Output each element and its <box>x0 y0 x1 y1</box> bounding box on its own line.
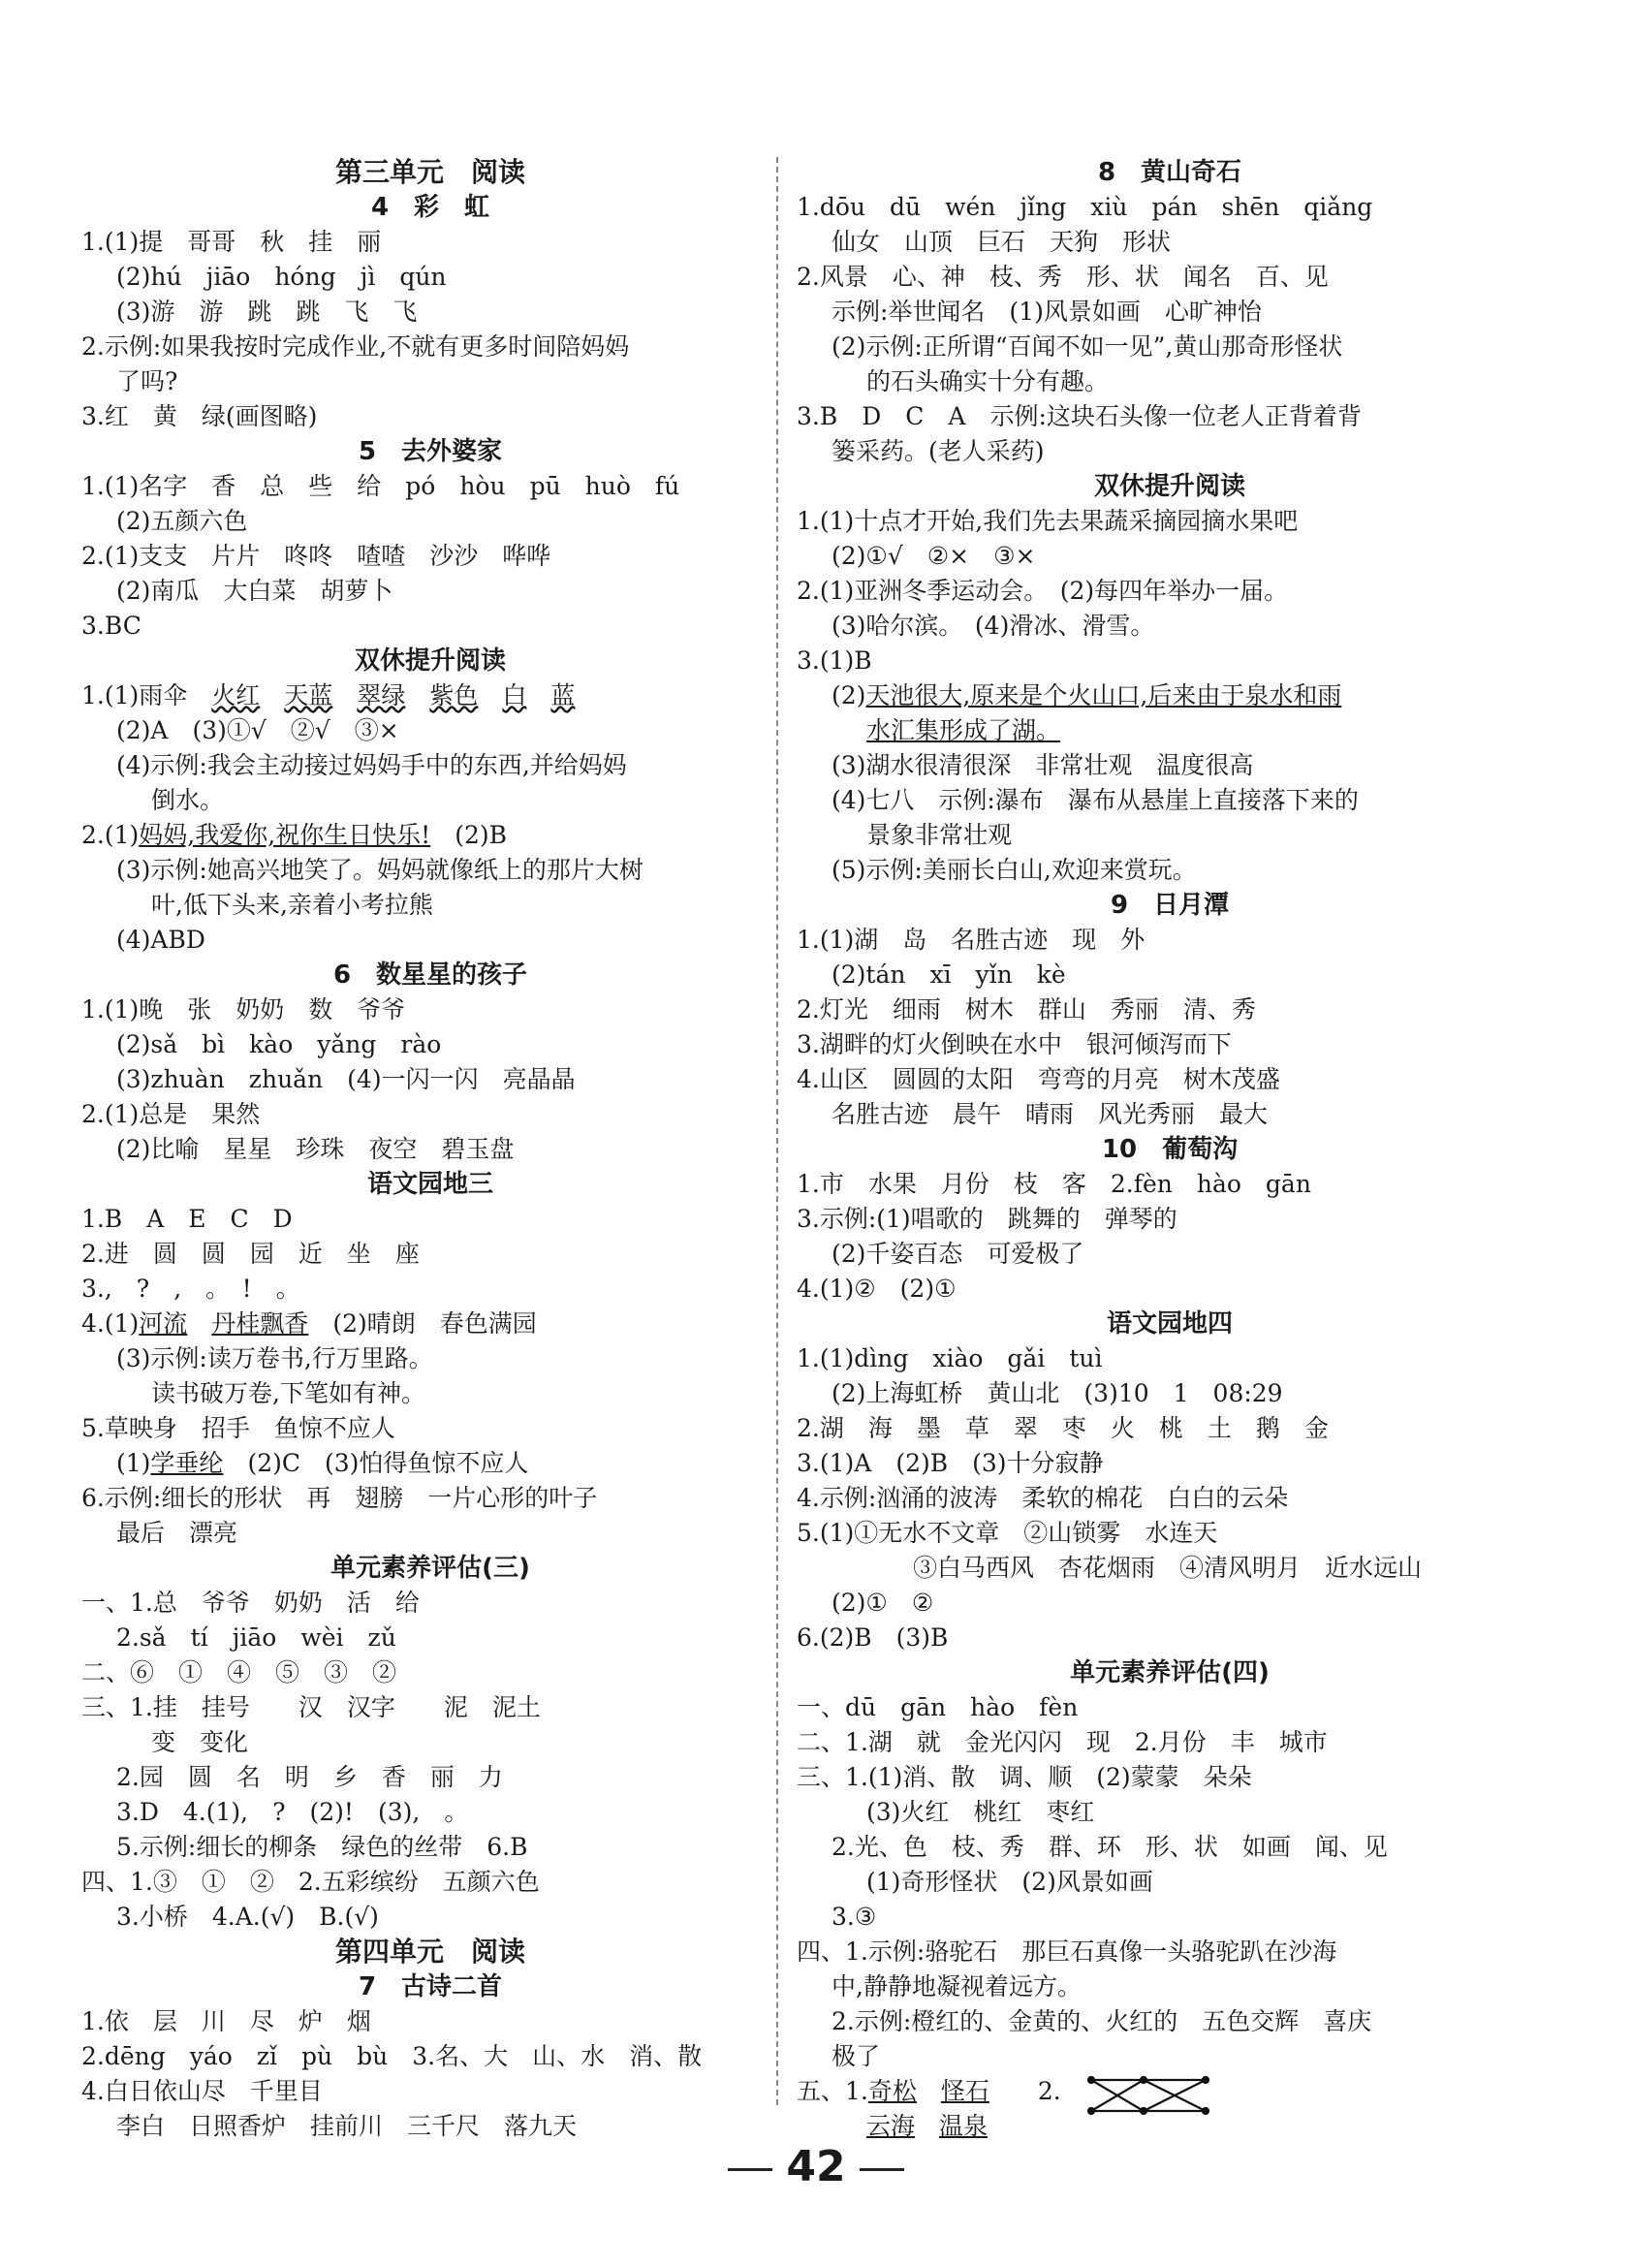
answer-line <box>797 678 1543 713</box>
answer-line <box>797 1446 1543 1481</box>
answer-text: 了吗? <box>116 367 178 395</box>
answer-line <box>797 1969 1543 2004</box>
answer-line <box>797 1795 1543 1830</box>
answer-line <box>797 958 1543 992</box>
answer-text: (4)七八 示例:瀑布 瀑布从悬崖上直接落下来的 <box>832 786 1359 814</box>
answer-text: 二、1.湖 就 金光闪闪 现 2.月份 丰 城市 <box>797 1728 1328 1756</box>
answer-text: 篓采药。(老人采药) <box>832 437 1045 465</box>
answer-text: 极了 <box>832 2042 881 2070</box>
section-heading <box>81 190 779 225</box>
answer-text: 四、1.③ ① ② 2.五彩缤纷 五颜六色 <box>81 1868 540 1896</box>
section-heading <box>81 1969 779 2004</box>
answer-text: 一、dū gān hào fèn <box>797 1693 1079 1721</box>
answer-text: (1) <box>116 1449 151 1477</box>
answer-line <box>81 923 779 958</box>
answer-text: 中,静静地凝视着远方。 <box>832 1972 1082 2000</box>
answer-text: (2)千姿百态 可爱极了 <box>832 1240 1084 1268</box>
spacer <box>332 681 357 709</box>
answer-line <box>797 783 1543 818</box>
answer-text: 6.(2)B (3)B <box>797 1623 949 1652</box>
answer-text-tail: (2)晴朗 春色满园 <box>308 1309 537 1338</box>
answer-text: 双休提升阅读 <box>1093 472 1245 501</box>
answer-line <box>797 1202 1543 1237</box>
answer-line <box>797 713 1543 748</box>
answer-line <box>81 888 779 923</box>
answer-line <box>797 434 1543 469</box>
page-number-text: 42 <box>786 2142 846 2191</box>
answer-line <box>81 748 779 783</box>
answer-text: 叶,低下头来,亲着小考拉熊 <box>151 891 433 919</box>
answer-line <box>797 748 1543 783</box>
answer-line <box>81 364 779 399</box>
underlined-answer: 温泉 <box>939 2112 989 2140</box>
wavy-underlined-answer: 翠绿 <box>357 681 406 709</box>
answer-line <box>81 1341 779 1376</box>
wavy-underlined-answer: 白 <box>502 681 527 709</box>
section-heading <box>797 1307 1543 1341</box>
answer-line <box>81 992 779 1027</box>
underlined-answer: 云海 <box>866 2112 916 2140</box>
answer-line <box>81 1237 779 1272</box>
answer-text: 名胜古迹 晨午 晴雨 风光秀丽 最大 <box>832 1100 1269 1128</box>
answer-text: 第四单元 阅读 <box>334 1936 525 1968</box>
answer-text: (4)ABD <box>116 926 205 954</box>
answer-line <box>797 1376 1543 1411</box>
answer-text: 3.(1)B <box>797 646 872 675</box>
answer-line <box>797 923 1543 958</box>
answer-line <box>81 1516 779 1551</box>
answer-text: 9 日月潭 <box>1110 891 1230 920</box>
answer-line <box>797 1341 1543 1376</box>
answer-line <box>797 1272 1543 1307</box>
answer-line <box>797 1935 1543 1969</box>
answer-line <box>797 1097 1543 1132</box>
answer-text: (2)①√ ②× ③× <box>832 542 1036 570</box>
wavy-underlined-answer: 紫色 <box>429 681 479 709</box>
answer-line <box>797 1621 1543 1655</box>
answer-text: 1.(1)晚 张 奶奶 数 爷爷 <box>81 995 406 1024</box>
underlined-answer: 妈妈,我爱你,祝你生日快乐! <box>139 821 431 849</box>
answer-line <box>81 1690 779 1725</box>
answer-text: 6.示例:细长的形状 再 翅膀 一片心形的叶子 <box>81 1484 598 1512</box>
answer-text: 二、⑥ ① ④ ⑤ ③ ② <box>81 1658 397 1686</box>
answer-text: (3)游 游 跳 跳 飞 飞 <box>116 298 418 326</box>
answer-line <box>81 1830 779 1865</box>
answer-line <box>81 818 779 853</box>
answer-line <box>797 330 1543 364</box>
answer-line <box>81 1586 779 1621</box>
answer-text: 3.示例:(1)唱歌的 跳舞的 弹琴的 <box>797 1205 1177 1233</box>
answer-text: 5.示例:细长的柳条 绿色的丝带 6.B <box>116 1833 528 1861</box>
answer-text: 2.sǎ tí jiāo wèi zǔ <box>116 1623 396 1652</box>
answer-text: (2)五颜六色 <box>116 507 248 535</box>
answer-line <box>797 1900 1543 1935</box>
section-heading <box>81 1551 779 1586</box>
underlined-answer: 河流 <box>139 1309 188 1338</box>
answer-text: 2.(1) <box>81 821 140 849</box>
answer-text: 3.湖畔的灯火倒映在水中 银河倾泻而下 <box>797 1030 1232 1058</box>
answer-text: 1.(1)提 哥哥 秋 挂 丽 <box>81 228 382 256</box>
answer-text: 第三单元 阅读 <box>334 156 525 188</box>
answer-text: 3.小桥 4.A.(√) B.(√) <box>116 1903 379 1931</box>
answer-line <box>797 1027 1543 1062</box>
section-heading <box>81 155 779 190</box>
answer-text: 的石头确实十分有趣。 <box>866 367 1110 395</box>
answer-line <box>81 2039 779 2074</box>
answer-line <box>797 190 1543 225</box>
wavy-underlined-answer: 天蓝 <box>284 681 333 709</box>
answer-line <box>81 1865 779 1900</box>
answer-line <box>81 853 779 888</box>
answer-line <box>81 225 779 260</box>
answer-text: 2.进 圆 圆 园 近 坐 座 <box>81 1240 420 1268</box>
answer-text: 1.(1)十点才开始,我们先去果蔬采摘园摘水果吧 <box>797 507 1299 535</box>
answer-text: 3.③ <box>832 1903 877 1931</box>
answer-line <box>81 1132 779 1167</box>
answer-text: 仙女 山顶 巨石 天狗 形状 <box>832 228 1172 256</box>
answer-text: (2)比喻 星星 珍珠 夜空 碧玉盘 <box>116 1135 515 1163</box>
answer-line <box>81 1097 779 1132</box>
answer-line <box>797 1167 1543 1202</box>
answer-text: (3)示例:读万卷书,行万里路。 <box>116 1344 433 1372</box>
answer-line <box>81 1655 779 1690</box>
answer-text: 1.B A E C D <box>81 1205 293 1233</box>
answer-text: (3)火红 桃红 枣红 <box>866 1798 1095 1826</box>
answer-line <box>81 1725 779 1760</box>
answer-text: 四、1.示例:骆驼石 那巨石真像一头骆驼趴在沙海 <box>797 1937 1337 1966</box>
answer-text: 2.(1)支支 片片 咚咚 喳喳 沙沙 哗哗 <box>81 542 551 570</box>
underlined-answer: 水汇集形成了湖。 <box>866 716 1061 744</box>
answer-line <box>81 1900 779 1935</box>
answer-line <box>797 539 1543 574</box>
wavy-underlined-answer: 蓝 <box>550 681 576 709</box>
answer-text: 1.(1)名字 香 总 些 给 pó hòu pū huò fú <box>81 472 680 500</box>
answer-text: 7 古诗二首 <box>358 1972 503 2001</box>
section-heading <box>797 1655 1543 1690</box>
answer-line <box>81 1376 779 1411</box>
answer-text: 1.(1)dìng xiào gǎi tuì <box>797 1344 1103 1372</box>
answer-text-tail: (2)C (3)怕得鱼惊不应人 <box>223 1449 529 1477</box>
answer-line <box>797 1690 1543 1725</box>
answer-text: 五、1. <box>797 2077 868 2105</box>
answer-text: 3.红 黄 绿(画图略) <box>81 402 318 430</box>
answer-line <box>81 260 779 295</box>
answer-line <box>797 853 1543 888</box>
answer-text: 10 葡萄沟 <box>1101 1135 1239 1164</box>
answer-text: 1.(1)雨伞 <box>81 681 212 709</box>
answer-line <box>797 1062 1543 1097</box>
answer-text: (3)哈尔滨。 (4)滑冰、滑雪。 <box>832 612 1155 640</box>
spacer <box>526 681 550 709</box>
answer-text: (2) <box>832 681 866 709</box>
answer-line <box>797 1237 1543 1272</box>
underlined-answer: 怪石 <box>940 2077 989 2105</box>
answer-text: 单元素养评估(三) <box>330 1554 530 1583</box>
answer-line <box>81 1411 779 1446</box>
answer-text: ③白马西风 杏花烟雨 ④清风明月 近水远山 <box>913 1554 1423 1582</box>
answer-line <box>81 539 779 574</box>
answer-line <box>81 469 779 504</box>
answer-text: (3)示例:她高兴地笑了。妈妈就像纸上的那片大树 <box>116 856 643 884</box>
answer-text: 2.灯光 细雨 树木 群山 秀丽 清、秀 <box>797 995 1256 1024</box>
answer-text: 变 变化 <box>151 1728 249 1756</box>
answer-text: 5.草映身 招手 鱼惊不应人 <box>81 1414 395 1442</box>
answer-line <box>797 1725 1543 1760</box>
answer-line <box>81 1481 779 1516</box>
answer-line <box>797 992 1543 1027</box>
answer-line <box>797 504 1543 539</box>
answer-text: (5)示例:美丽长白山,欢迎来赏玩。 <box>832 856 1197 884</box>
section-heading <box>81 1935 779 1969</box>
answer-text: (1)奇形怪状 (2)风景如画 <box>866 1868 1153 1896</box>
answer-text: 3.B D C A 示例:这块石头像一位老人正背着背 <box>797 402 1362 430</box>
section-heading <box>797 155 1543 190</box>
answer-line <box>797 1551 1543 1586</box>
answer-text: 李白 日照香炉 挂前川 三千尺 落九天 <box>116 2112 578 2140</box>
answer-text: 4.示例:汹涌的波涛 柔软的棉花 白白的云朵 <box>797 1484 1289 1512</box>
answer-text-tail: (2)B <box>430 821 508 849</box>
section-heading <box>81 644 779 678</box>
answer-line <box>81 1027 779 1062</box>
wavy-underlined-answer: 火红 <box>211 681 261 709</box>
answer-line <box>81 330 779 364</box>
answer-text: 语文园地四 <box>1106 1309 1233 1339</box>
answer-text: (2)A (3)①√ ②√ ③× <box>116 716 399 744</box>
answer-line <box>797 2039 1543 2074</box>
answer-line <box>797 295 1543 330</box>
answer-text: 4.白日依山尽 千里目 <box>81 2077 323 2105</box>
page-number <box>0 2142 1632 2191</box>
answer-line <box>797 609 1543 644</box>
answer-text: 2.dēng yáo zǐ pù bù 3.名、大 山、水 消、散 <box>81 2042 703 2070</box>
answer-text: 5 去外婆家 <box>358 437 503 466</box>
answer-text: (3)湖水很清很深 非常壮观 温度很高 <box>832 751 1254 779</box>
answer-text: 1.市 水果 月份 枝 客 2.fèn hào gān <box>797 1170 1311 1198</box>
answer-column-left <box>81 155 779 2144</box>
answer-line <box>81 1272 779 1307</box>
answer-line <box>81 609 779 644</box>
answer-text: 4 彩 虹 <box>370 193 490 222</box>
answer-line <box>81 295 779 330</box>
answer-text: 语文园地三 <box>366 1170 493 1199</box>
answer-line <box>797 574 1543 609</box>
matching-lines-figure <box>1085 2070 1211 2121</box>
answer-text: 8 黄山奇石 <box>1097 158 1242 187</box>
answer-text: 2.(1)总是 果然 <box>81 1100 261 1128</box>
answer-text: 读书破万卷,下笔如有神。 <box>151 1379 425 1407</box>
answer-line <box>81 783 779 818</box>
section-heading <box>81 1167 779 1202</box>
answer-text: (4)示例:我会主动接过妈妈手中的东西,并给妈妈 <box>116 751 627 779</box>
answer-text: 3.D 4.(1), ? (2)! (3), 。 <box>116 1798 469 1826</box>
answer-line <box>81 399 779 434</box>
answer-line <box>797 1830 1543 1865</box>
answer-line <box>81 1760 779 1795</box>
answer-text: 最后 漂亮 <box>116 1519 238 1547</box>
answer-text: 1.dōu dū wén jǐng xiù pán shēn qiǎng <box>797 193 1373 221</box>
answer-text: (3)zhuàn zhuǎn (4)一闪一闪 亮晶晶 <box>116 1065 576 1093</box>
section-heading <box>81 434 779 469</box>
answer-line <box>81 1795 779 1830</box>
answer-line <box>797 1481 1543 1516</box>
answer-text: (2)① ② <box>832 1589 934 1617</box>
answer-line <box>81 1202 779 1237</box>
answer-line <box>81 1446 779 1481</box>
answer-line <box>797 1865 1543 1900</box>
answer-line <box>797 364 1543 399</box>
answer-text: 单元素养评估(四) <box>1070 1658 1270 1687</box>
answer-line <box>797 399 1543 434</box>
answer-line <box>797 818 1543 853</box>
spacer <box>405 681 429 709</box>
answer-text-tail: 2. <box>989 2077 1061 2105</box>
answer-column-right <box>797 155 1543 2144</box>
answer-line <box>797 260 1543 295</box>
answer-line <box>81 2074 779 2109</box>
answer-text: 2.湖 海 墨 草 翠 枣 火 桃 土 鹅 金 <box>797 1414 1329 1442</box>
answer-text: (2)南瓜 大白菜 胡萝卜 <box>116 577 393 605</box>
answer-line <box>81 574 779 609</box>
answer-line <box>797 225 1543 260</box>
answer-text: 1.依 层 川 尽 炉 烟 <box>81 2007 371 2035</box>
answer-text: 3.BC <box>81 612 141 640</box>
answer-line <box>81 713 779 748</box>
answer-text: (2)hú jiāo hóng jì qún <box>116 263 447 291</box>
page-number-dash-right <box>860 2168 904 2171</box>
answer-text: 三、1.挂 挂号 汉 汉字 泥 泥土 <box>81 1693 541 1721</box>
answer-text: 双休提升阅读 <box>354 646 506 676</box>
answer-text: 2.园 圆 名 明 乡 香 丽 力 <box>116 1763 503 1791</box>
answer-line <box>797 1516 1543 1551</box>
answer-text: 4.(1) <box>81 1309 140 1338</box>
answer-line <box>81 1062 779 1097</box>
section-heading <box>797 1132 1543 1167</box>
underlined-answer: 丹桂飘香 <box>211 1309 309 1338</box>
answer-text: 2.风景 心、神 枝、秀 形、状 闻名 百、见 <box>797 263 1329 291</box>
section-heading <box>797 888 1543 923</box>
answer-line <box>81 1621 779 1655</box>
answer-text: 景象非常壮观 <box>866 821 1013 849</box>
spacer <box>478 681 502 709</box>
answer-text: 6 数星星的孩子 <box>332 961 528 990</box>
spacer <box>260 681 284 709</box>
answer-text: 一、1.总 爷爷 奶奶 活 给 <box>81 1589 420 1617</box>
answer-text: (2)sǎ bì kào yǎng rào <box>116 1030 442 1058</box>
answer-text: 4.(1)② (2)① <box>797 1275 957 1303</box>
answer-text: 3., ? , 。 ! 。 <box>81 1275 300 1303</box>
answer-text: 2.光、色 枝、秀 群、环 形、状 如画 闻、见 <box>832 1833 1388 1861</box>
answer-line <box>797 1760 1543 1795</box>
answer-line <box>81 2004 779 2039</box>
answer-line <box>797 2004 1543 2039</box>
answer-text: (2)上海虹桥 黄山北 (3)10 1 08:29 <box>832 1379 1283 1407</box>
answer-line <box>81 1307 779 1341</box>
page-number-dash-left <box>728 2168 772 2171</box>
answer-line <box>81 678 779 713</box>
answer-text: 三、1.(1)消、散 调、顺 (2)蒙蒙 朵朵 <box>797 1763 1252 1791</box>
section-heading <box>81 958 779 992</box>
answer-text: (2)tán xī yǐn kè <box>832 961 1066 989</box>
answer-text: 2.(1)亚洲冬季运动会。 (2)每四年举办一届。 <box>797 577 1289 605</box>
answer-line <box>797 1586 1543 1621</box>
answer-line <box>797 644 1543 678</box>
answer-line <box>81 504 779 539</box>
answer-text: 4.山区 圆圆的太阳 弯弯的月亮 树木茂盛 <box>797 1065 1280 1093</box>
answer-text: 3.(1)A (2)B (3)十分寂静 <box>797 1449 1104 1477</box>
answer-text: 5.(1)①无水不文章 ②山锁雾 水连天 <box>797 1519 1218 1547</box>
answer-text: 示例:举世闻名 (1)风景如画 心旷神怡 <box>832 298 1262 326</box>
answer-text: 2.示例:如果我按时完成作业,不就有更多时间陪妈妈 <box>81 332 630 361</box>
underlined-answer: 天池很大,原来是个火山口,后来由于泉水和雨 <box>865 681 1342 709</box>
answer-text: 倒水。 <box>151 786 225 814</box>
answer-text: 2.示例:橙红的、金黄的、火红的 五色交辉 喜庆 <box>832 2007 1372 2035</box>
answer-line <box>81 2109 779 2144</box>
section-heading <box>797 469 1543 504</box>
answer-text: 1.(1)湖 岛 名胜古迹 现 外 <box>797 926 1146 954</box>
underlined-answer: 学垂纶 <box>150 1449 224 1477</box>
answer-text: (2)示例:正所谓“百闻不如一见”,黄山那奇形怪状 <box>832 332 1343 361</box>
underlined-answer: 奇松 <box>867 2077 917 2105</box>
answer-line <box>797 1411 1543 1446</box>
